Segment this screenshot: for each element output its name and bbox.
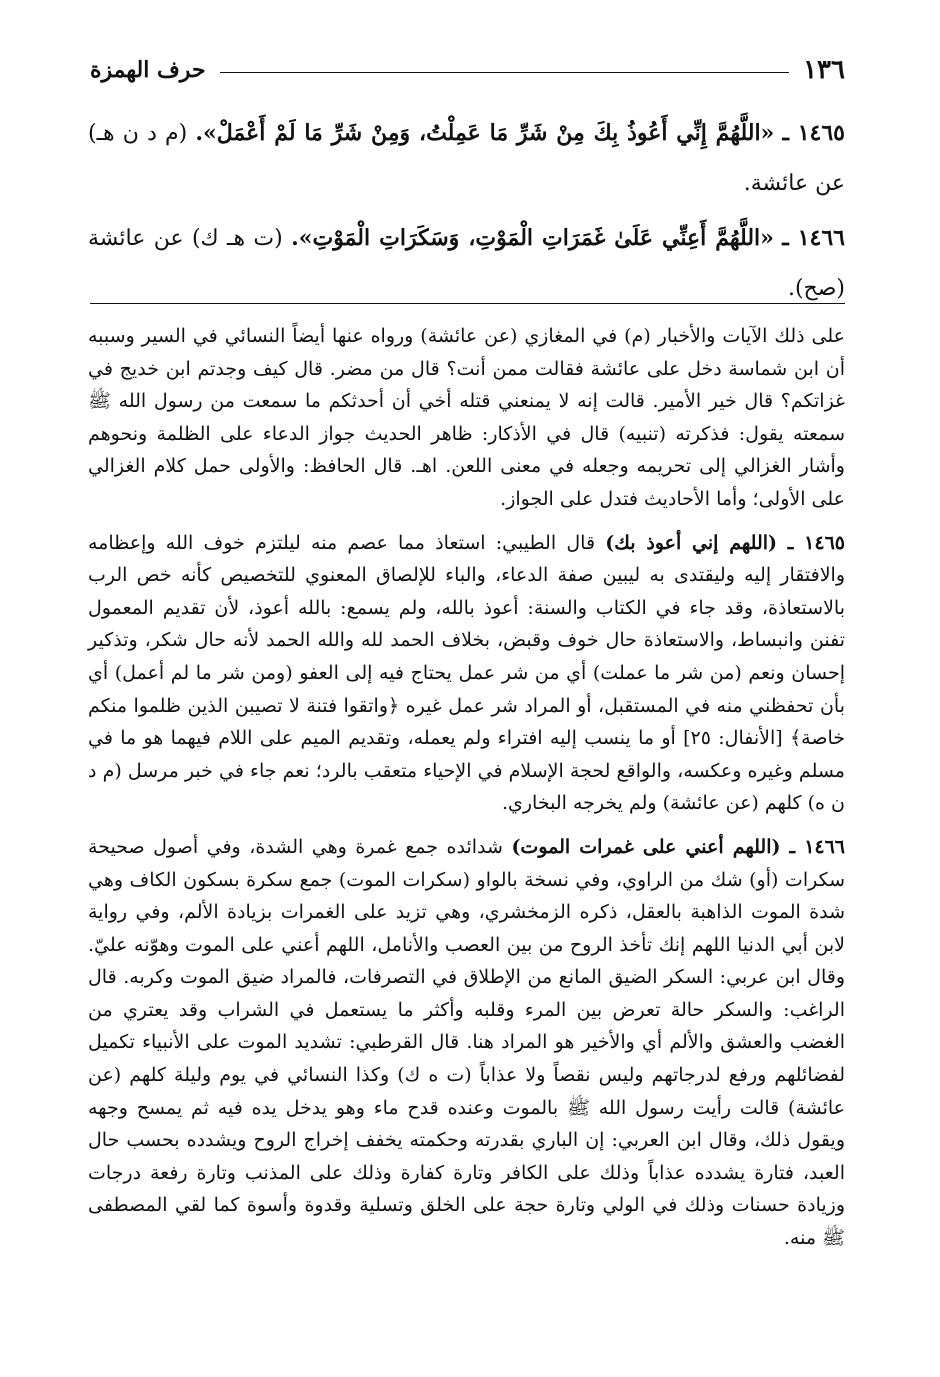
commentary-text: على ذلك الآيات والأخبار (م) في المغازي (عن عائشة) ورواه عنها أيضاً النسائي في السير وسببه أن ابن شماسة دخل على عائشة فقالت ممن أنت؟ قال من مضر. قال كيف وجدتم ابن خديج في غزاتكم؟ قال خير الأمير. قالت إنه لا يمنعني قتله أخي أن أحدثكم ما سمعت من رسول الله ﷺ سمعته يقول: فذكرته (تنبيه) قال في الأذكار: ظاهر الحديث جواز الدعاء على الظلمة ونحوهم وأشار الغزالي إلى تحريمه وجعله في معنى اللعن. اهـ. قال الحافظ: والأولى حمل كلام الغزالي على الأولى؛ وأما الأحاديث فتدل على الجواز. <box>88 325 845 510</box>
hadith-source: (ت هـ ك) عن عائشة (صح). <box>88 226 845 301</box>
hadith-1465 <box>88 108 845 209</box>
hadith-1466 <box>88 213 845 314</box>
page-header <box>90 50 845 90</box>
hadith-text: «اللَّهُمَّ إِنِّي أَعُوذُ بِكَ مِنْ شَرِّ مَا عَمِلْتُ، وَمِنْ شَرِّ مَا لَمْ أَعْمَلْ». <box>195 120 775 146</box>
hadith-texts <box>88 108 845 318</box>
commentary-paragraph <box>88 527 845 820</box>
commentary <box>88 320 845 1266</box>
commentary-head: ١٤٦٦ ـ (اللهم أعني على غمرات الموت) <box>511 835 846 858</box>
commentary-text: شدائده جمع غمرة وهي الشدة، وفي أصول صحيحة سكرات (أو) شك من الراوي، وفي نسخة بالواو (سكرات الموت) جمع سكرة بسكون الكاف وهي شدة الموت الذاهبة بالعقل، ذكره الزمخشري، وهي تزيد على الغمرات بزيادة الألم، وفي رواية لابن أبي الدنيا اللهم إنك تأخذ الروح من بين العصب والأنامل، اللهم أعني على الموت وهوّنه عليّ. وقال ابن عربي: السكر الضيق المانع من الإطلاق في التصرفات، فالمراد ضيق الموت وكربه. قال الراغب: والسكر حالة تعرض بين المرء وقلبه وأكثر ما يستعمل في الشراب وقد يعتري من الغضب والعشق والألم أي والأخير هو المراد هنا. قال القرطبي: تشديد الموت على الأنبياء تكميل لفضائلهم ورفع لدرجاتهم وليس نقصاً ولا عذاباً (ت ه ك) وكذا النسائي في يوم وليلة كلهم (عن عائشة) قالت رأيت رسول الله ﷺ بالموت وعنده قدح ماء وهو يدخل يده فيه ثم يمسح وجهه ويقول ذلك، وقال ابن العربي: إن الباري بقدرته وحكمته يخفف إخراج الروح ويشدده بحسب حال العبد، فتارة يشدده عذاباً وذلك على الكافر وتارة كفارة وذلك على المذنب وتارة رفعة درجات وزيادة حسنات وذلك في الولي وتارة حجة على الخلق وتسلية وقدوة وأسوة كما لقي المصطفى ﷺ منه. <box>88 835 845 1250</box>
commentary-text: قال الطيبي: استعاذ مما عصم منه ليلتزم خوف الله وإعظامه والافتقار إليه وليقتدى به ليبين صفة الدعاء، والباء للإلصاق المعنوي للتخصيص كأنه خص الرب بالاستعاذة، وقد جاء في الكتاب والسنة: أعوذ بالله، ولم يسمع: بالله أعوذ، لأن تقديم المعمول تفنن وانبساط، والاستعاذة حال خوف وقبض، بخلاف الحمد لله والله الحمد لأنه حال شكر، وتذكير إحسان ونعم (من شر ما عملت) أي من شر عمل يحتاج فيه إلى العفو (ومن شر ما لم أعمل) أي بأن تحفظني منه في المستقبل، أو المراد شر عمل غيره ﴿واتقوا فتنة لا تصيبن الذين ظلموا منكم خاصة﴾ [الأنفال: ٢٥] أو ما ينسب إليه افتراء ولم يعمله، وتقديم الميم على اللام فيهما هو ما في مسلم وغيره وعكسه، والواقع لحجة الإسلام في الإحياء متعقب بالرد؛ نعم جاء في خبر مرسل (م د ن ه) كلهم (عن عائشة) ولم يخرجه البخاري. <box>88 531 845 815</box>
commentary-paragraph <box>88 320 845 516</box>
section-title: حرف الهمزة <box>90 57 206 83</box>
hadith-text: «اللَّهُمَّ أَعِنِّي عَلَىٰ غَمَرَاتِ الْمَوْتِ، وَسَكَرَاتِ الْمَوْتِ». <box>291 225 774 251</box>
footnote-separator <box>90 303 845 304</box>
page-number: ١٣٦ <box>803 55 845 85</box>
commentary-head: ١٤٦٥ ـ (اللهم إني أعوذ بك) <box>605 531 845 554</box>
hadith-number: ١٤٦٥ ـ <box>782 120 845 146</box>
commentary-paragraph <box>88 831 845 1255</box>
hadith-source: (م د ن هـ) عن عائشة. <box>88 121 845 196</box>
header-rule <box>220 72 790 73</box>
hadith-number: ١٤٦٦ ـ <box>782 225 845 251</box>
